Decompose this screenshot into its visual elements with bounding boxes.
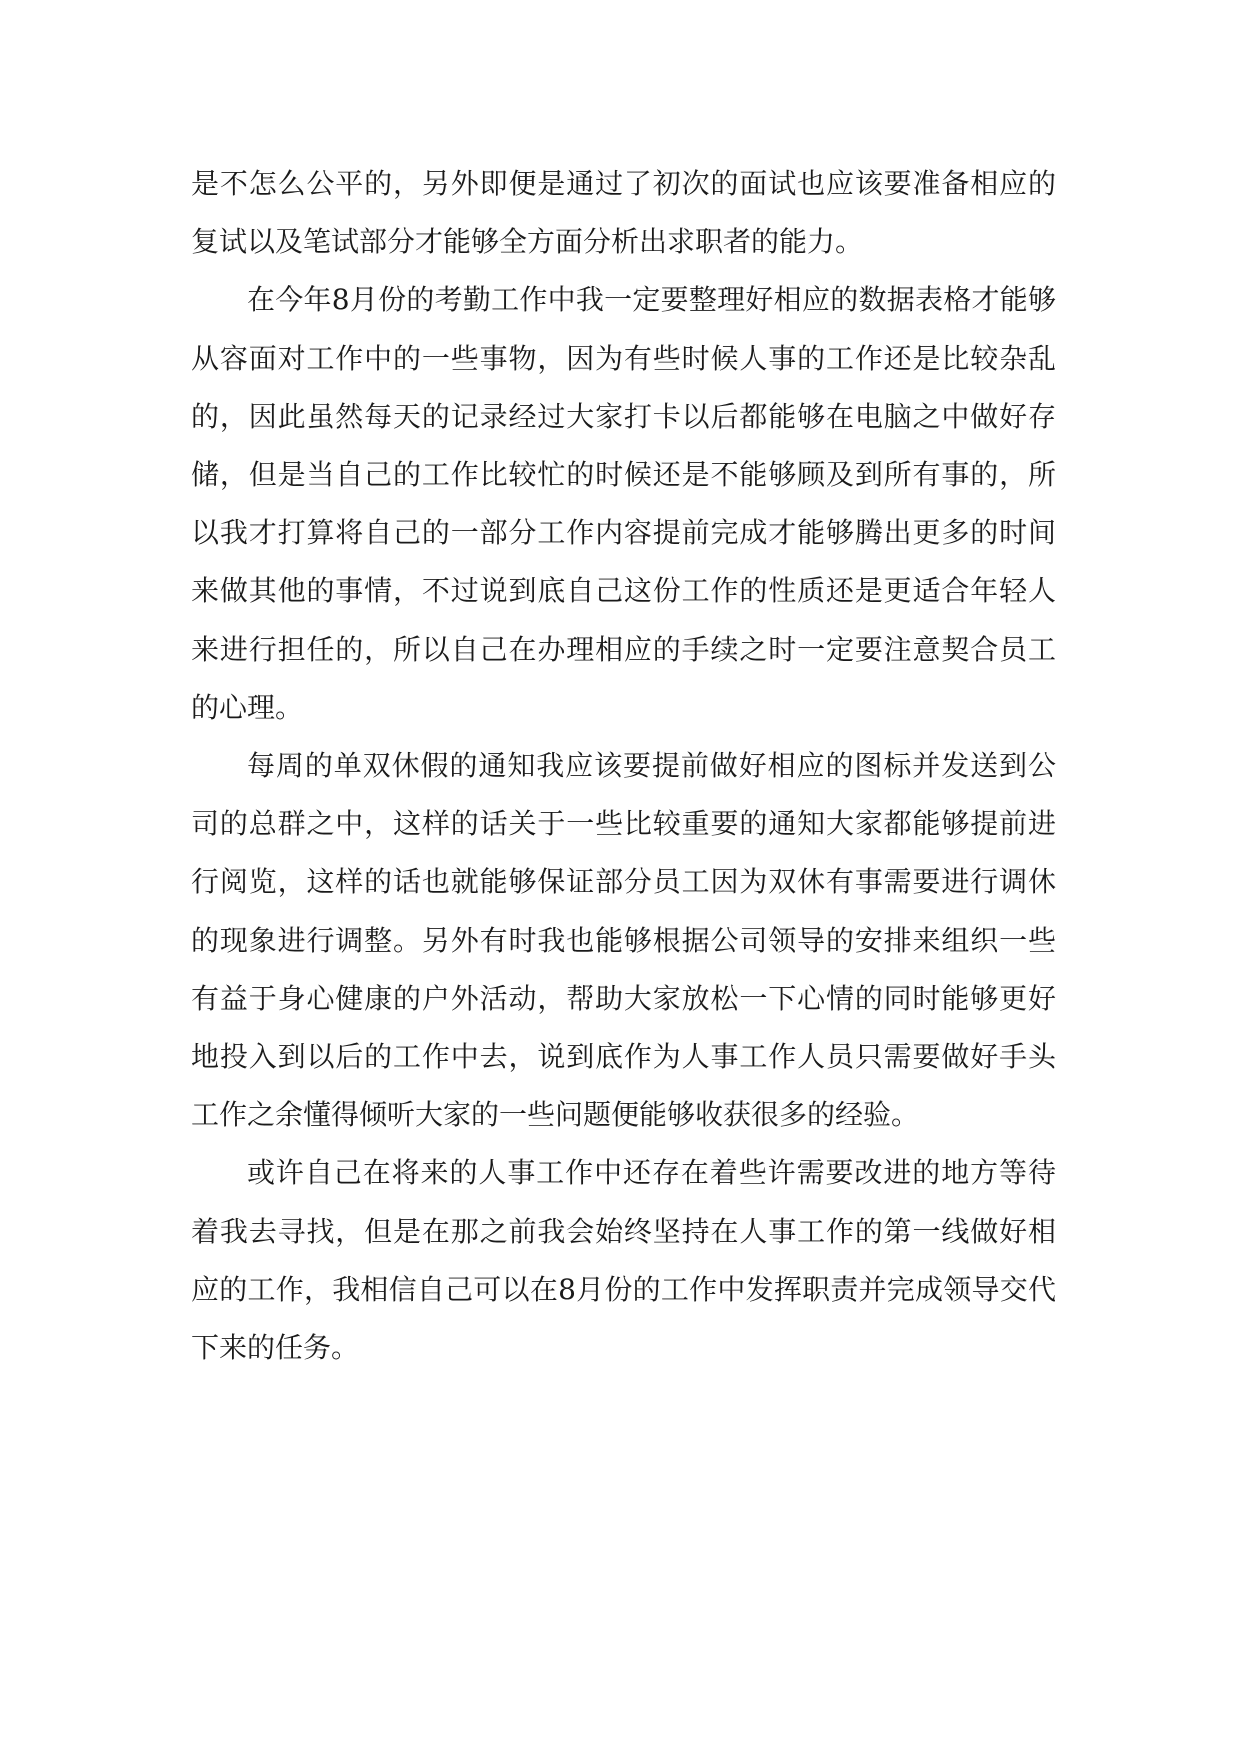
paragraph-continued: 是不怎么公平的，另外即便是通过了初次的面试也应该要准备相应的复试以及笔试部分才能够全方面分析出求职者的能力。 <box>191 167 1056 259</box>
document-body <box>191 155 1056 1377</box>
paragraph-weekly-notice: 每周的单双休假的通知我应该要提前做好相应的图标并发送到公司的总群之中，这样的话关于一些比较重要的通知大家都能够提前进行阅览，这样的话也就能够保证部分员工因为双休有事需要进行调休的现象进行调整。另外有时我也能够根据公司领导的安排来组织一些有益于身心健康的户外活动，帮助大家放松一下心情的同时能够更好地投入到以后的工作中去，说到底作为人事工作人员只需要做好手头工作之余懂得倾听大家的一些问题便能够收获很多的经验。 <box>191 749 1056 1132</box>
paragraph-conclusion: 或许自己在将来的人事工作中还存在着些许需要改进的地方等待着我去寻找，但是在那之前我会始终坚持在人事工作的第一线做好相应的工作，我相信自己可以在8月份的工作中发挥职责并完成领导交代下来的任务。 <box>191 1156 1056 1365</box>
paragraph-attendance: 在今年8月份的考勤工作中我一定要整理好相应的数据表格才能够从容面对工作中的一些事物，因为有些时候人事的工作还是比较杂乱的，因此虽然每天的记录经过大家打卡以后都能够在电脑之中做好存储，但是当自己的工作比较忙的时候还是不能够顾及到所有事的，所以我才打算将自己的一部分工作内容提前完成才能够腾出更多的时间来做其他的事情，不过说到底自己这份工作的性质还是更适合年轻人来进行担任的，所以自己在办理相应的手续之时一定要注意契合员工的心理。 <box>191 283 1056 724</box>
